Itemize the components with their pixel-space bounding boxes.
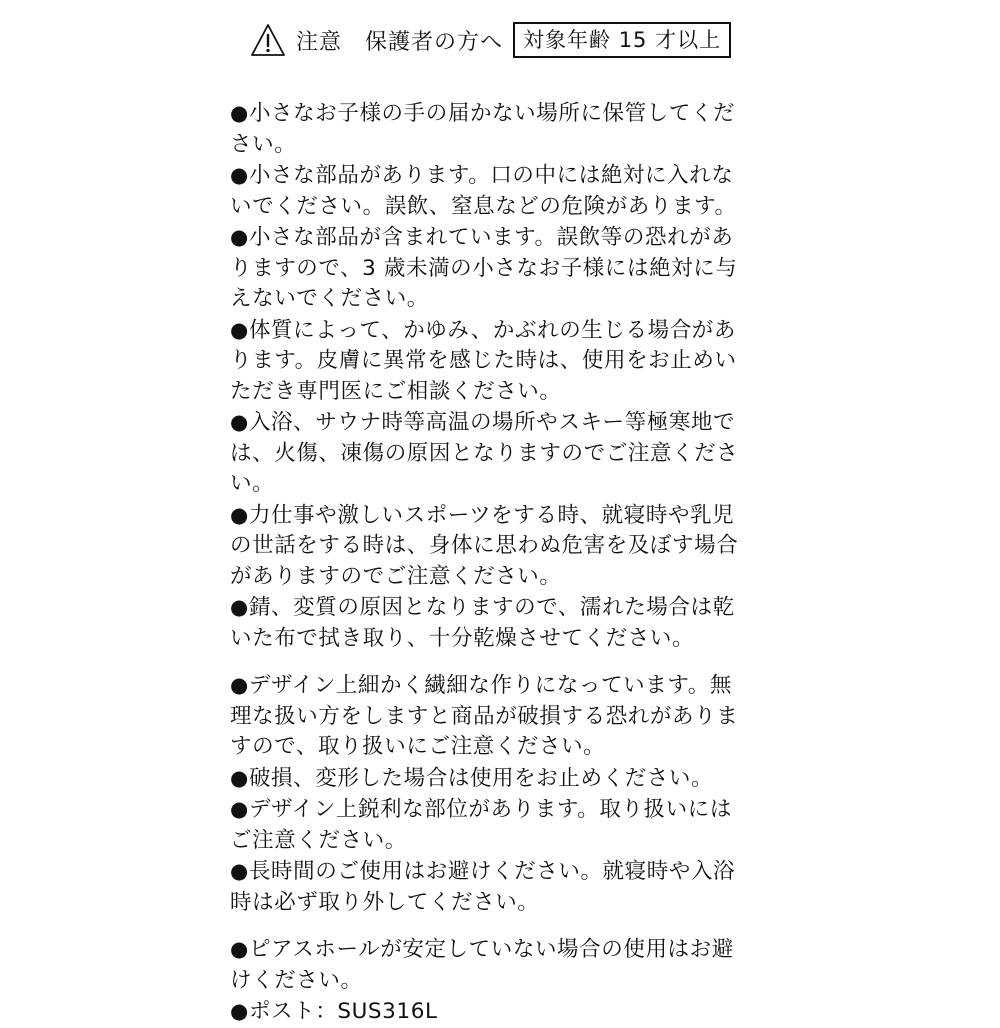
- warning-item: ●体質によって、かゆみ、かぶれの生じる場合があ ります。皮膚に異常を感じた時は、使用をお止めい ただき専門医にご相談ください。: [230, 317, 737, 404]
- bullet-icon: ●: [230, 101, 249, 125]
- bullet-icon: ●: [230, 410, 249, 434]
- bullet-icon: ●: [230, 502, 249, 527]
- warning-group-general: [230, 98, 795, 654]
- bullet-icon: ●: [230, 317, 249, 342]
- warning-item: ●小さなお子様の手の届かない場所に保管してくだ さい。: [230, 101, 736, 157]
- bullet-icon: ●: [230, 595, 249, 619]
- warning-item: ●ピアスホールが安定していない場合の使用はお避 けください。: [230, 937, 734, 993]
- warning-icon: [250, 23, 286, 57]
- warning-item: ●力仕事や激しいスポーツをする時、就寝時や乳児 の世話をする時は、身体に思わぬ危害を及ぼす場合 がありますのでご注意ください。: [230, 502, 739, 589]
- bullet-icon: ●: [230, 163, 249, 187]
- warning-item: ●デザイン上細かく繊細な作りになっています。無 理な扱い方をしますと商品が破損する恐れがありま すので、取り扱いにご注意ください。: [230, 673, 739, 759]
- warning-item: ●小さな部品が含まれています。誤飲等の恐れがあ りますので、3 歳未満の小さなお子様には絶対に与 えないでください。: [230, 225, 738, 311]
- bullet-icon: ●: [230, 225, 249, 249]
- warning-group-piercing: [230, 934, 795, 1028]
- material-item: ●ポスト：SUS316L: [230, 999, 438, 1024]
- bullet-icon: ●: [230, 859, 249, 883]
- age-restriction-box: 対象年齢 15 才以上: [513, 22, 731, 58]
- bullet-icon: ●: [230, 937, 249, 961]
- warning-item: ●デザイン上鋭利な部位があります。取り扱いには ご注意ください。: [230, 797, 732, 853]
- warning-item: ●入浴、サウナ時等高温の場所やスキー等極寒地で は、火傷、凍傷の原因となりますのでご注意くださ い。: [230, 410, 739, 496]
- bullet-icon: ●: [230, 673, 249, 697]
- warning-group-design: [230, 670, 795, 918]
- caution-label: 注意 保護者の方へ: [296, 29, 504, 55]
- bullet-icon: ●: [230, 797, 249, 821]
- warning-item: ●長時間のご使用はお避けください。就寝時や入浴 時は必ず取り外してください。: [230, 859, 736, 915]
- warning-list: [230, 98, 795, 1028]
- caution-header: [250, 18, 731, 62]
- warning-item: ●小さな部品があります。口の中には絶対に入れな いでください。誤飲、窒息などの危険があります。: [230, 163, 737, 219]
- warning-item: ●破損、変形した場合は使用をお止めください。: [230, 765, 714, 791]
- bullet-icon: ●: [230, 765, 249, 790]
- warning-item: ●錆、変質の原因となりますので、濡れた場合は乾 いた布で拭き取り、十分乾燥させてください。: [230, 595, 735, 651]
- bullet-icon: ●: [230, 999, 249, 1023]
